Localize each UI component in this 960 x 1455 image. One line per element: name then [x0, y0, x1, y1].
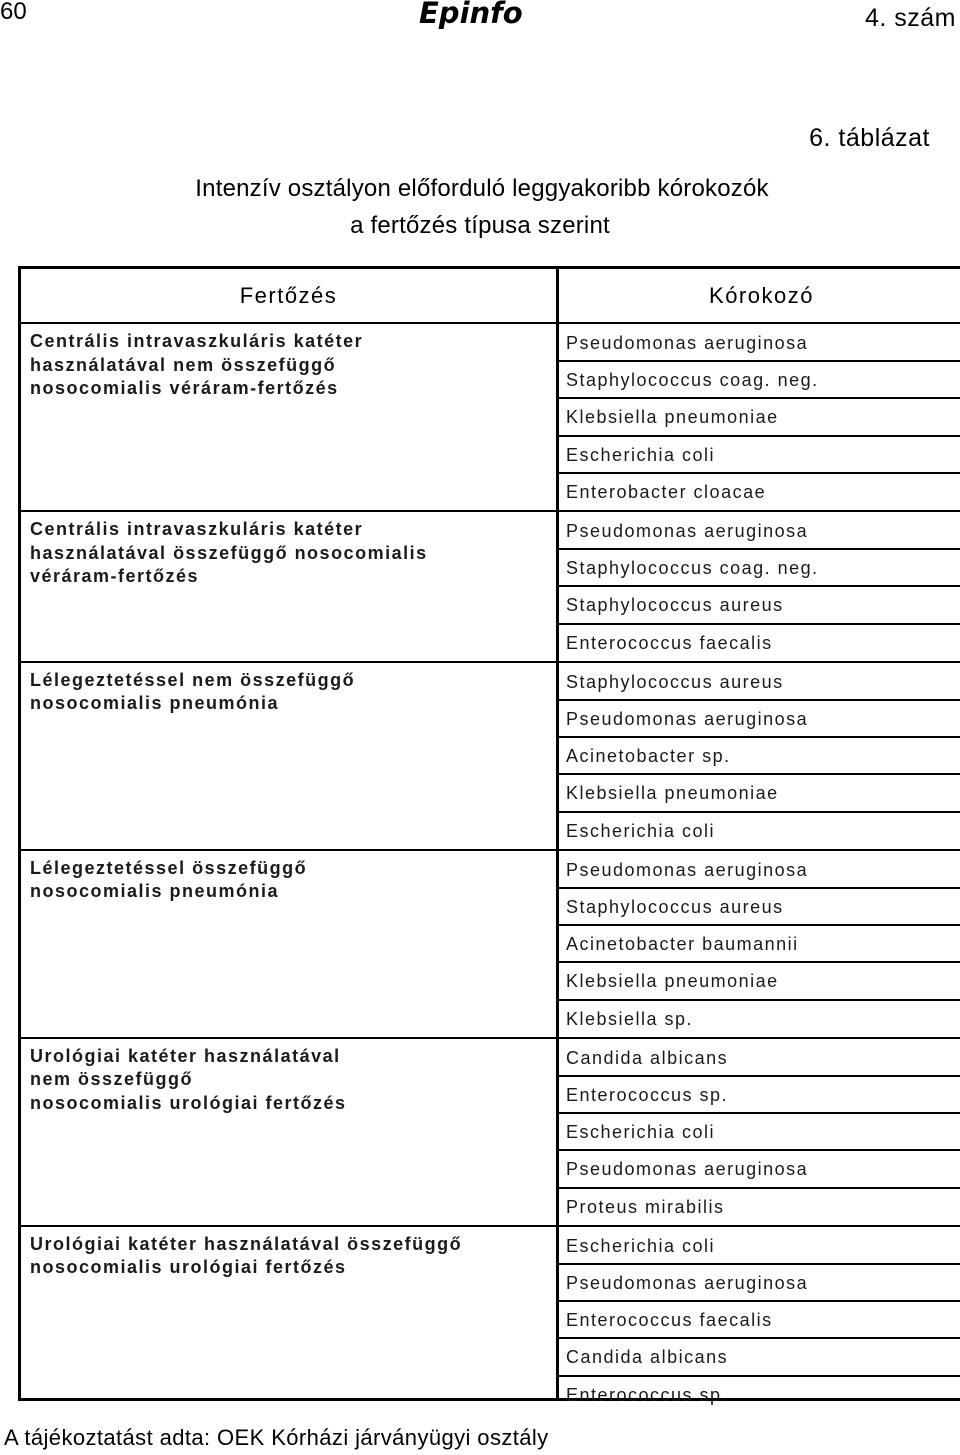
pathogen-cell: Acinetobacter baumannii	[566, 934, 799, 955]
pathogen-cell: Escherichia coli	[566, 1235, 716, 1256]
table-title-line-1: Intenzív osztályon előforduló leggyakoribb kórokozók	[195, 175, 769, 202]
pathogen-cell: Pseudomonas aeruginosa	[566, 521, 809, 541]
infection-line: nosocomialis urológiai fertőzés	[30, 1257, 347, 1278]
infection-type	[30, 1045, 555, 1116]
infection-line: véráram-fertőzés	[30, 566, 200, 586]
pathogen-cell: Pseudomonas aeruginosa	[566, 859, 809, 880]
header-pathogen: Kórokozó	[709, 283, 814, 308]
pathogen-cell: Pseudomonas aeruginosa	[566, 1159, 809, 1180]
infection-line: nosocomialis pneumónia	[30, 881, 280, 902]
pathogen-cell: Escherichia coli	[566, 820, 716, 841]
column-divider	[556, 269, 559, 1398]
source-footer: A tájékoztatást adta: OEK Kórházi járványügyi osztály	[4, 1425, 549, 1450]
infection-line: nosocomialis urológiai fertőzés	[30, 1092, 347, 1113]
infection-type	[30, 1233, 555, 1280]
infection-line: Centrális intravaszkuláris katéter	[30, 331, 364, 351]
epinfo-logo: Epinfo	[419, 0, 523, 30]
pathogen-cell: Enterobacter cloacae	[566, 481, 767, 502]
pathogen-cell: Staphylococcus aureus	[566, 671, 784, 692]
pathogen-table	[18, 266, 960, 1405]
pathogen-cell: Pseudomonas aeruginosa	[566, 709, 809, 729]
infection-line: Urológiai katéter használatával összefüggő	[30, 1233, 463, 1254]
table-number: 6. táblázat	[809, 124, 930, 152]
pathogen-cell: Enterococcus sp.	[566, 1085, 729, 1105]
pathogen-cell: Enterococcus sp.	[566, 1384, 729, 1405]
page-number: 60	[0, 0, 27, 25]
pathogen-cell: Staphylococcus coag. neg.	[566, 558, 819, 579]
pathogen-cell: Proteus mirabilis	[566, 1196, 725, 1217]
infection-line: használatával összefüggő nosocomialis	[30, 542, 428, 563]
infection-type	[30, 518, 555, 589]
infection-line: nosocomialis pneumónia	[30, 693, 280, 714]
infection-line: Urológiai katéter használatával	[30, 1045, 341, 1066]
infection-line: Lélegeztetéssel összefüggő	[30, 857, 308, 878]
pathogen-cell: Klebsiella pneumoniae	[566, 971, 779, 992]
infection-type	[30, 669, 555, 716]
header-infection: Fertőzés	[239, 283, 338, 308]
pathogen-cell: Candida albicans	[566, 1347, 729, 1368]
pathogen-cell: Klebsiella sp.	[566, 1008, 694, 1029]
infection-line: Lélegeztetéssel nem összefüggő	[30, 669, 356, 690]
pathogen-cell: Escherichia coli	[566, 444, 716, 465]
infection-line: nosocomialis véráram-fertőzés	[30, 378, 339, 398]
pathogen-cell: Klebsiella pneumoniae	[566, 783, 779, 804]
pathogen-cell: Pseudomonas aeruginosa	[566, 333, 809, 353]
infection-type	[30, 330, 555, 401]
issue-number: 4. szám	[864, 4, 956, 32]
pathogen-cell: Enterococcus faecalis	[566, 1310, 773, 1331]
infection-type	[30, 857, 555, 904]
infection-line: Centrális intravaszkuláris katéter	[30, 519, 364, 539]
pathogen-cell: Klebsiella pneumoniae	[566, 407, 779, 428]
pathogen-cell: Staphylococcus aureus	[566, 897, 784, 917]
pathogen-cell: Acinetobacter sp.	[566, 746, 731, 767]
pathogen-cell: Staphylococcus aureus	[566, 595, 784, 616]
pathogen-cell: Pseudomonas aeruginosa	[566, 1273, 809, 1293]
infection-line: használatával nem összefüggő	[30, 354, 337, 375]
pathogen-cell: Staphylococcus coag. neg.	[566, 370, 819, 391]
table-title-line-2: a fertőzés típusa szerint	[350, 212, 610, 239]
pathogen-cell: Enterococcus faecalis	[566, 632, 773, 653]
pathogen-cell: Escherichia coli	[566, 1122, 716, 1143]
infection-line: nem összefüggő	[30, 1069, 194, 1090]
pathogen-cell: Candida albicans	[566, 1047, 729, 1068]
